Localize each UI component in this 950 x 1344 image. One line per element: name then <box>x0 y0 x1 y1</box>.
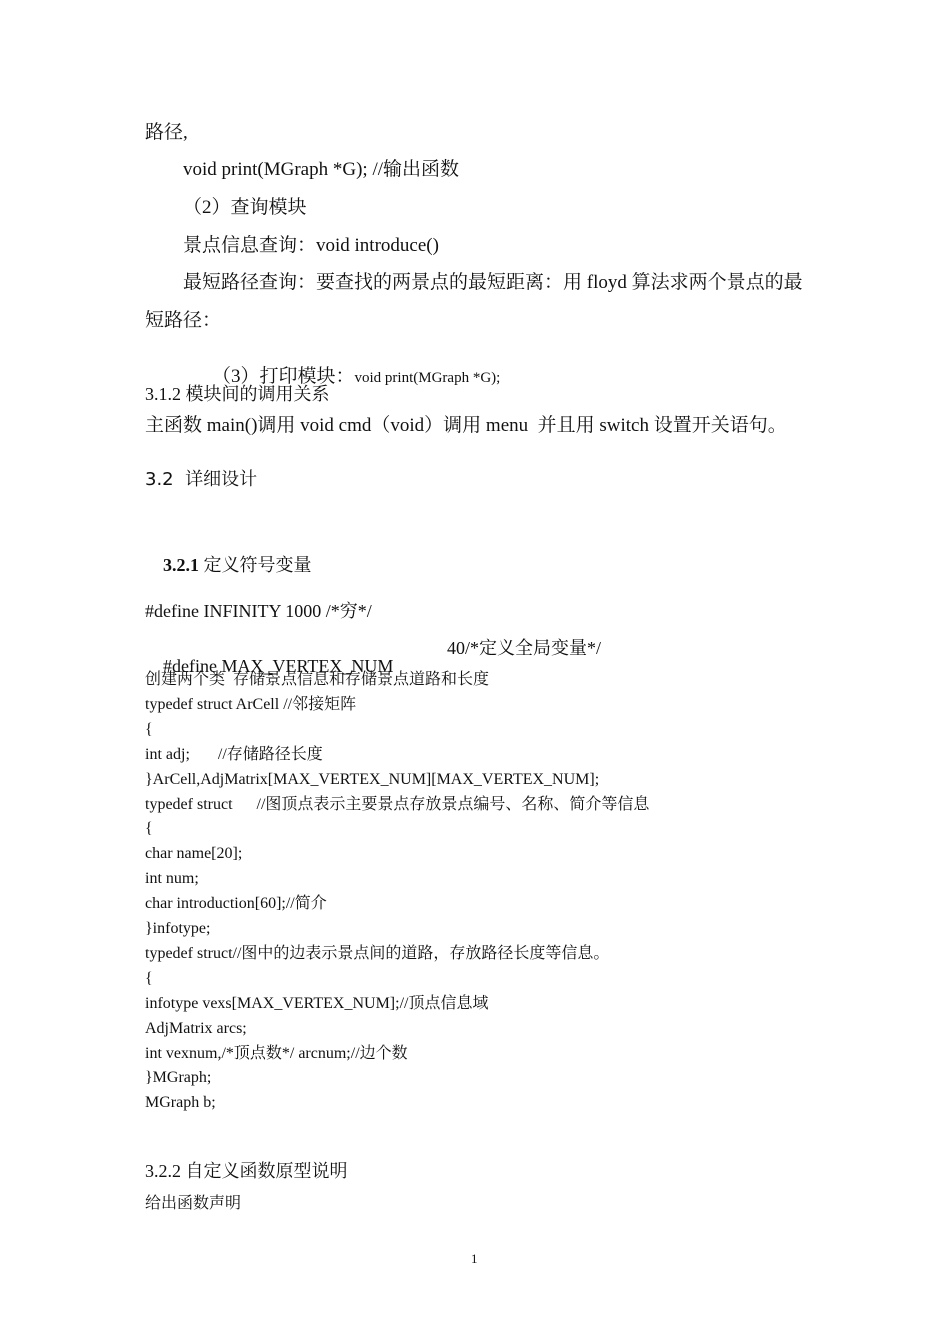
code-line: char name[20]; <box>145 845 243 862</box>
text-line: 景点信息查询：void introduce() <box>183 235 439 256</box>
section-number: 3.2.1 <box>163 555 199 575</box>
code-segment: 40/*定义全局变量*/ <box>447 638 602 658</box>
code-line: { <box>145 820 153 837</box>
code-line: typedef struct//图中的边表示景点间的道路，存放路径长度等信息。 <box>145 945 610 962</box>
code-line: infotype vexs[MAX_VERTEX_NUM];//顶点信息域 <box>145 995 489 1012</box>
code-line: void print(MGraph *G); //输出函数 <box>183 159 460 180</box>
code-line: { <box>145 721 153 738</box>
code-line: char introduction[60];//简介 <box>145 895 327 912</box>
code-line: }ArCell,AdjMatrix[MAX_VERTEX_NUM][MAX_VERTEX_NUM]; <box>145 771 600 788</box>
section-heading: 3.1.2 模块间的调用关系 <box>145 384 330 404</box>
text-line: 主函数 main()调用 void cmd（void）调用 menu 并且用 switch 设置开关语句。 <box>145 415 787 436</box>
text-line: 最短路径查询：要查找的两景点的最短距离：用 floyd 算法求两个景点的最 <box>183 272 803 293</box>
text-line: 短路径： <box>145 310 222 331</box>
code-line: typedef struct //图顶点表示主要景点存放景点编号、名称、简介等信息 <box>145 796 650 813</box>
code-line: }infotype; <box>145 920 211 937</box>
code-line: int vexnum,/*顶点数*/ arcnum;//边个数 <box>145 1045 408 1062</box>
code-line: MGraph b; <box>145 1094 216 1111</box>
subheading: （2）查询模块 <box>183 197 307 218</box>
page-number: 1 <box>471 1251 478 1266</box>
code-line: typedef struct ArCell //邻接矩阵 <box>145 696 357 713</box>
section-heading <box>145 538 312 592</box>
text-line: 给出函数声明 <box>145 1195 242 1212</box>
subheading: （3）打印模块： <box>212 366 355 387</box>
code-line: { <box>145 970 153 987</box>
code-line: }MGraph; <box>145 1069 212 1086</box>
code-line: AdjMatrix arcs; <box>145 1020 247 1037</box>
code-line: 创建两个类 存储景点信息和存储景点道路和长度 <box>145 671 490 688</box>
code-segment: #define MAX_VERTEX_NUM <box>163 656 394 676</box>
code-line: int adj; //存储路径长度 <box>145 746 323 763</box>
code-snippet: void print(MGraph *G); <box>354 370 501 386</box>
text-line: 路径, <box>145 122 188 143</box>
section-title: 定义符号变量 <box>199 555 312 575</box>
section-heading: 3.2 详细设计 <box>145 469 258 490</box>
section-heading: 3.2.2 自定义函数原型说明 <box>145 1161 348 1181</box>
code-line: int num; <box>145 870 199 887</box>
code-line: #define INFINITY 1000 /*穷*/ <box>145 601 372 621</box>
